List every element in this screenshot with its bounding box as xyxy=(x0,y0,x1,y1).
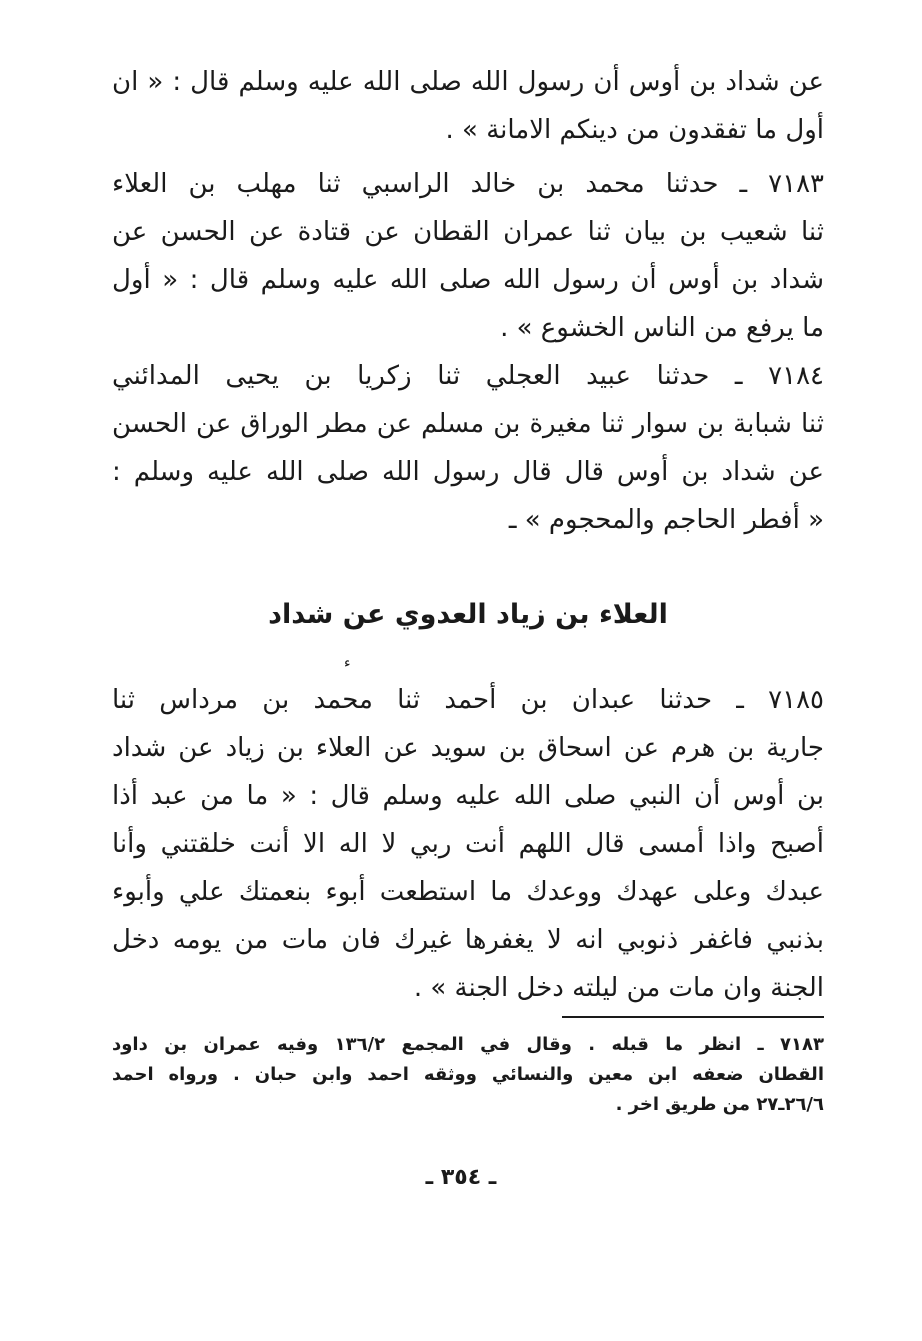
text-line: بذنبي فاغفر ذنوبي انه لا يغفرها غيرك فان مات من يومه دخل xyxy=(112,925,824,955)
text-line: أول ما تفقدون من دينكم الامانة » . xyxy=(445,115,824,145)
footnote-line: ٧١٨٣ ـ انظر ما قبله . وقال في المجمع ١٣٦/٢ وفيه عمران بن داود xyxy=(112,1034,824,1055)
text-line: ثنا شبابة بن سوار ثنا مغيرة بن مسلم عن مطر الوراق عن الحسن xyxy=(112,409,824,439)
text-line: « أفطر الحاجم والمحجوم » ـ xyxy=(508,505,824,535)
paragraph-continuation xyxy=(112,58,824,154)
text-line: عن شداد بن أوس أن رسول الله صلى الله عليه وسلم قال : « ان xyxy=(112,67,824,97)
text-line: ثنا شعيب بن بيان ثنا عمران القطان عن قتادة عن الحسن عن xyxy=(112,217,824,247)
stray-mark: ء xyxy=(344,655,351,671)
footnote xyxy=(112,1030,824,1120)
text-line: جارية بن هرم عن اسحاق بن سويد عن العلاء بن زياد عن شداد xyxy=(112,733,824,763)
text-line: ٧١٨٥ ـ حدثنا عبدان بن أحمد ثنا محمد بن مرداس ثنا xyxy=(112,685,824,715)
text-line: ٧١٨٤ ـ حدثنا عبيد العجلي ثنا زكريا بن يحيى المدائني xyxy=(112,361,824,391)
text-line: شداد بن أوس أن رسول الله صلى الله عليه وسلم قال : « أول xyxy=(112,265,824,295)
footnote-line: القطان ضعفه ابن معين والنسائي ووثقه احمد وابن حبان . ورواه احمد xyxy=(112,1064,824,1085)
paragraph-hadith-7183 xyxy=(112,160,824,352)
text-line: عبدك وعلى عهدك ووعدك ما استطعت أبوء بنعمتك علي وأبوء xyxy=(112,877,824,907)
text-line: ما يرفع من الناس الخشوع » . xyxy=(500,313,824,343)
text-line: أصبح واذا أمسى قال اللهم أنت ربي لا اله الا أنت خلقتني وأنا xyxy=(112,829,824,859)
text-line: بن أوس أن النبي صلى الله عليه وسلم قال : « ما من عبد أذا xyxy=(112,781,824,811)
footnote-separator xyxy=(562,1016,824,1018)
text-line: عن شداد بن أوس قال قال رسول الله صلى الله عليه وسلم : xyxy=(112,457,824,487)
paragraph-hadith-7185 xyxy=(112,676,824,1012)
page-number: ـ ٣٥٤ ـ xyxy=(425,1165,497,1190)
paragraph-hadith-7184 xyxy=(112,352,824,544)
text-line: ٧١٨٣ ـ حدثنا محمد بن خالد الراسبي ثنا مهلب بن العلاء xyxy=(112,169,824,199)
section-heading: العلاء بن زياد العدوي عن شداد xyxy=(268,599,668,630)
text-line: الجنة وان مات من ليلته دخل الجنة » . xyxy=(413,973,824,1003)
footnote-line: ٢٦/٦ـ٢٧ من طريق اخر . xyxy=(615,1094,824,1115)
